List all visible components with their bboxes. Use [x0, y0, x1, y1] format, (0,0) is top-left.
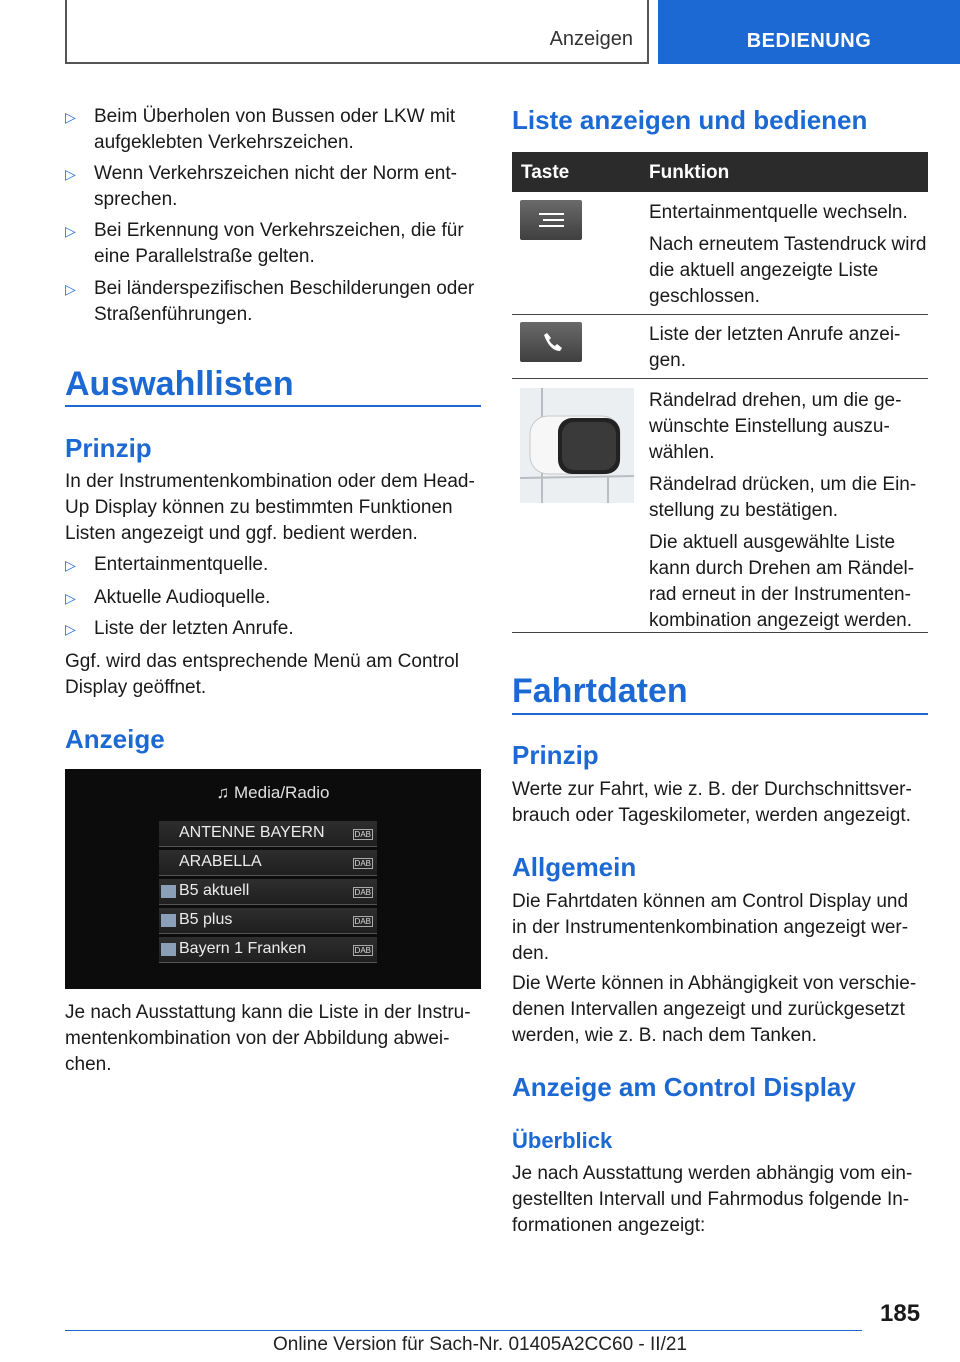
triangle-bullet-icon: ▷ — [65, 109, 76, 125]
media-radio-icon: ♫ — [216, 783, 235, 802]
triangle-bullet-icon: ▷ — [65, 557, 76, 573]
heading-liste-anzeigen: Liste anzeigen und bedienen — [512, 105, 868, 135]
table-header — [512, 152, 928, 192]
media-radio-figure — [65, 769, 481, 989]
column-header-taste: Taste — [521, 162, 570, 183]
table-cell: Rändelrad drücken, um die Ein‐stellung zu bestätigen. — [649, 474, 917, 521]
list-button-icon — [520, 200, 582, 240]
heading-anzeige: Anzeige — [65, 724, 165, 754]
phone-button-icon — [520, 322, 582, 362]
radio-station-row: B5 aktuell DAB — [159, 879, 377, 905]
row-divider — [512, 378, 928, 379]
ueberblick-paragraph: Je nach Ausstattung werden abhängig vom ein‐gestellten Intervall und Fahrmodus folgende In‐formationen angezeigt: — [512, 1163, 913, 1236]
table-cell: Die aktuell ausgewählte Liste kann durch Drehen am Rändel‐rad erneut in der Instrumenten‐kombination angezeigt werden. — [649, 532, 915, 631]
table-cell: Nach erneutem Tastendruck wird die aktuell angezeigte Liste geschlossen. — [649, 234, 927, 307]
table-cell: Entertainmentquelle wechseln. — [649, 202, 908, 223]
table-cell: Rändelrad drehen, um die ge‐wünschte Einstellung auszu‐wählen. — [649, 390, 902, 463]
heading-prinzip: Prinzip — [512, 740, 599, 770]
radio-title: ♫ Media/Radio — [216, 783, 330, 802]
heading-anzeige-control-display: Anzeige am Control Display — [512, 1072, 856, 1102]
ggf-paragraph: Ggf. wird das entsprechende Menü am Control Display geöffnet. — [65, 651, 459, 698]
thumbwheel-icon — [520, 388, 634, 503]
row-divider — [512, 314, 928, 315]
radio-station-row: ARABELLA DAB — [159, 850, 377, 876]
station-logo-icon — [161, 885, 176, 898]
header-chapter-tab — [658, 0, 960, 64]
heading-fahrtdaten: Fahrtdaten — [512, 672, 688, 710]
radio-station-row: ANTENNE BAYERN DAB — [159, 821, 377, 847]
heading-prinzip: Prinzip — [65, 433, 152, 463]
heading-rule — [512, 713, 928, 715]
triangle-bullet-icon: ▷ — [65, 281, 76, 297]
heading-rule — [65, 405, 481, 407]
footer-rule — [65, 1330, 862, 1331]
station-logo-icon — [161, 943, 176, 956]
prinzip-paragraph: In der Instrumentenkombination oder dem Head-Up Display können zu bestimmten Funktionen Listen angezeigt und ggf. bedient werden. — [65, 471, 475, 544]
heading-allgemein: Allgemein — [512, 852, 637, 882]
triangle-bullet-icon: ▷ — [65, 590, 76, 606]
header-chapter-label: BEDIENUNG — [746, 30, 872, 52]
triangle-bullet-icon: ▷ — [65, 223, 76, 239]
radio-station-row: Bayern 1 Franken DAB — [159, 937, 377, 963]
heading-auswahllisten: Auswahllisten — [65, 365, 294, 403]
figure-caption: Je nach Ausstattung kann die Liste in der Instru‐mentenkombination von der Abbildung abwei‐chen. — [65, 1002, 471, 1075]
header-section-tab — [65, 0, 649, 64]
triangle-bullet-icon: ▷ — [65, 621, 76, 637]
page-number: 185 — [880, 1300, 921, 1327]
header-section-label: Anzeigen — [549, 28, 633, 50]
station-logo-icon — [161, 914, 176, 927]
triangle-bullet-icon: ▷ — [65, 166, 76, 182]
footer-online-version: Online Version für Sach-Nr. 01405A2CC60 - II/21 — [272, 1334, 687, 1355]
column-header-funktion: Funktion — [649, 162, 730, 183]
heading-ueberblick: Überblick — [512, 1128, 613, 1153]
table-cell: Liste der letzten Anrufe anzei‐gen. — [649, 324, 901, 371]
row-divider — [512, 632, 928, 633]
allgemein-paragraph: Die Fahrtdaten können am Control Display und in der Instrumentenkombination angezeigt wer‐den. — [512, 891, 909, 964]
prinzip-paragraph: Werte zur Fahrt, wie z. B. der Durchschnittsver‐brauch oder Tageskilometer, werden angezeigt. — [512, 779, 912, 826]
allgemein-paragraph-2: Die Werte können in Abhängigkeit von verschie‐denen Intervallen angezeigt und zurückgesetzt werden, wie z. B. nach dem Tanken. — [512, 973, 917, 1046]
radio-station-row: B5 plus DAB — [159, 908, 377, 934]
